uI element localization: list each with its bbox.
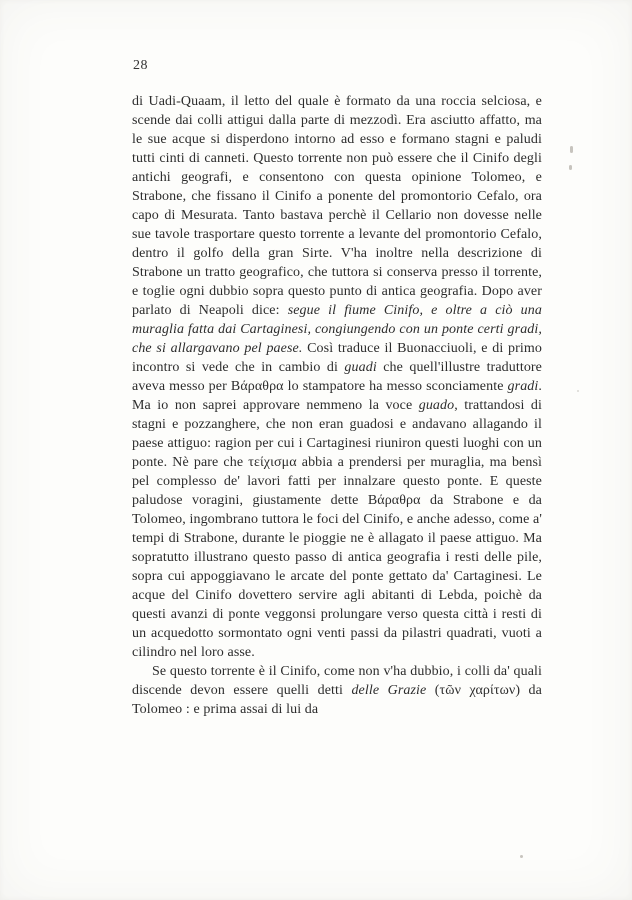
italic-text-run: delle Grazie bbox=[351, 683, 427, 698]
scan-speck bbox=[520, 855, 523, 858]
page-number: 28 bbox=[133, 58, 148, 73]
text-run: Se questo torrente è il Cinifo, come non v'ha dubbio, i colli da' quali discende devon essere quelli detti bbox=[132, 664, 542, 698]
scan-speck bbox=[577, 390, 579, 392]
scan-speck bbox=[569, 165, 572, 170]
italic-text-run: guadi bbox=[344, 360, 377, 375]
text-run: di Uadi-Quaam, il letto del quale è formato da una roccia selciosa, e scende dai colli attigui dalla parte di mezzodì. Era asciutto affatto, ma le sue acque si disperdono intorno ad esso e formano stagni e paludi tutti cinti di canneti. Questo torrente non può essere che il Cinifo degli antichi geografi, e consentono con questa opinione Tolomeo, e Strabone, che fissano il Cinifo a ponente del promontorio Cefalo, ora capo di Mesurata. Tanto bastava perchè il Cellario non dovesse nelle sue tavole trasportare questo torrente a levante del promontorio Cefalo, dentro il golfo della gran Sirte. V'ha inoltre nella descrizione di Strabone un tratto geografico, che tuttora si conserva presso il torrente, e toglie ogni dubbio sopra questo punto di antica geografia. Dopo aver parlato di Neapoli dice: bbox=[132, 94, 542, 318]
text-run: che quell'illustre traduttore aveva messo per Βάραθρα lo stampatore ha messo sconciamente bbox=[132, 360, 542, 394]
italic-text-run: gradi bbox=[507, 379, 539, 394]
text-run: (τῶν χαρίτων) da Tolomeo : e prima assai di lui da bbox=[132, 683, 542, 717]
body-text-block bbox=[132, 92, 542, 719]
text-run: Così traduce il Buonacciuoli, e di primo incontro si vede che in cambio di bbox=[132, 341, 542, 375]
text-run: . Ma io non saprei approvare nemmeno la voce bbox=[132, 379, 542, 413]
paragraph bbox=[132, 92, 542, 662]
text-run: , trattandosi di stagni e pozzanghere, che non eran guadosi e andavano allagando il paese attiguo: ragion per cui i Cartaginesi riuniron questi luoghi con un ponte. Nè pare che τείχισμα abbia a prendersi per muraglia, ma bensì pel complesso de' lavori fatti per innalzare questo ponte. E queste paludose voragini, giustamente dette Βάραθρα da Strabone e da Tolomeo, ingombrano tuttora le foci del Cinifo, e anche adesso, come a' tempi di Strabone, durante le pioggie ne è allagato il paese attiguo. Ma sopratutto illustrano questo passo di antica geografia i resti delle pile, sopra cui appoggiavano le arcate del ponte gettato da' Cartaginesi. Le acque del Cinifo dovettero servire agli abitanti di Lebda, poichè da questi avanzi di ponte veggonsi prolungare verso questa città i resti di un acquedotto sormontato ogni venti passi da pilastri quadrati, vuoti a cilindro nel loro asse. bbox=[132, 398, 543, 660]
italic-text-run: segue il fiume Cinifo, e oltre a ciò una muraglia fatta dai Cartaginesi, congiungendo con un ponte certi gradi, che si allargavano pel paese. bbox=[132, 303, 542, 356]
italic-text-run: guado bbox=[418, 398, 455, 413]
paragraph bbox=[132, 662, 542, 719]
scan-speck bbox=[570, 146, 573, 153]
